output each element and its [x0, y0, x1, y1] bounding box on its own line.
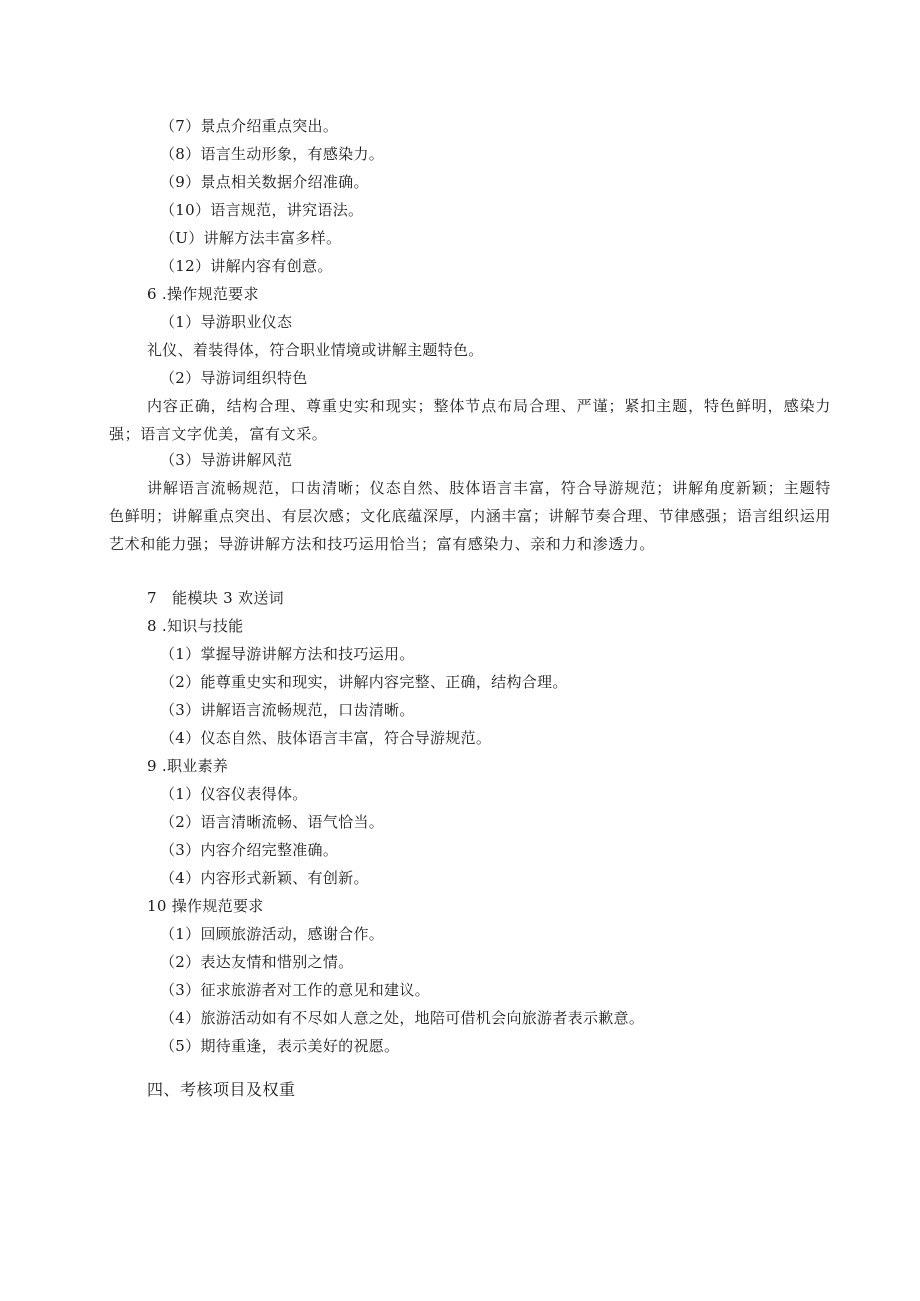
knowledge-item-4: （4）仪态自然、肢体语言丰富，符合导游规范。 [160, 729, 492, 747]
knowledge-item-1: （1）掌握导游讲解方法和技巧运用。 [160, 645, 415, 663]
literacy-item-3: （3）内容介绍完整准确。 [160, 841, 339, 859]
criteria-item-7: （7）景点介绍重点突出。 [160, 117, 339, 135]
ops-item-3: （3）征求旅游者对工作的意见和建议。 [160, 981, 430, 999]
literacy-heading: 9 .职业素养 [147, 757, 229, 775]
criteria-item-8: （8）语言生动形象，有感染力。 [160, 145, 385, 163]
literacy-item-1: （1）仪容仪表得体。 [160, 785, 308, 803]
organization-title: （2）导游词组织特色 [160, 369, 308, 387]
literacy-item-4: （4）内容形式新颖、有创新。 [160, 869, 369, 887]
ops-heading-10: 10 操作规范要求 [147, 897, 264, 915]
knowledge-item-3: （3）讲解语言流畅规范，口齿清晰。 [160, 701, 415, 719]
literacy-item-2: （2）语言清晰流畅、语气恰当。 [160, 813, 385, 831]
ops-item-2: （2）表达友情和惜别之情。 [160, 953, 354, 971]
ops-heading-6: 6 .操作规范要求 [147, 285, 259, 303]
etiquette-title: （1）导游职业仪态 [160, 313, 293, 331]
ops-item-5: （5）期待重逢，表示美好的祝愿。 [160, 1037, 400, 1055]
module-heading: 7 能模块 3 欢送词 [147, 589, 284, 607]
criteria-item-10: （10）语言规范，讲究语法。 [160, 201, 364, 219]
criteria-item-12: （12）讲解内容有创意。 [160, 257, 333, 275]
ops-item-1: （1）回顾旅游活动，感谢合作。 [160, 925, 385, 943]
knowledge-item-2: （2）能尊重史实和现实，讲解内容完整、正确，结构合理。 [160, 673, 568, 691]
organization-text: 内容正确，结构合理、尊重史实和现实；整体节点布局合理、严谨；紧扣主题，特色鲜明，感染力强；语言文字优美，富有文采。 [109, 397, 831, 443]
style-title: （3）导游讲解风范 [160, 451, 293, 469]
ops-item-4: （4）旅游活动如有不尽如人意之处，地陪可借机会向旅游者表示歉意。 [160, 1009, 645, 1027]
criteria-item-9: （9）景点相关数据介绍准确。 [160, 173, 369, 191]
criteria-item-11: （U）讲解方法丰富多样。 [160, 229, 342, 247]
section-four-heading: 四、考核项目及权重 [147, 1080, 296, 1099]
style-text: 讲解语言流畅规范，口齿清晰；仪态自然、肢体语言丰富，符合导游规范；讲解角度新颖；主题特色鲜明；讲解重点突出、有层次感；文化底蕴深厚，内涵丰富；讲解节奏合理、节律感强；语言组织运用艺术和能力强；导游讲解方法和技巧运用恰当；富有感染力、亲和力和渗透力。 [109, 479, 831, 553]
knowledge-heading: 8 .知识与技能 [147, 617, 244, 635]
etiquette-text: 礼仪、着装得体，符合职业情境或讲解主题特色。 [147, 341, 484, 359]
